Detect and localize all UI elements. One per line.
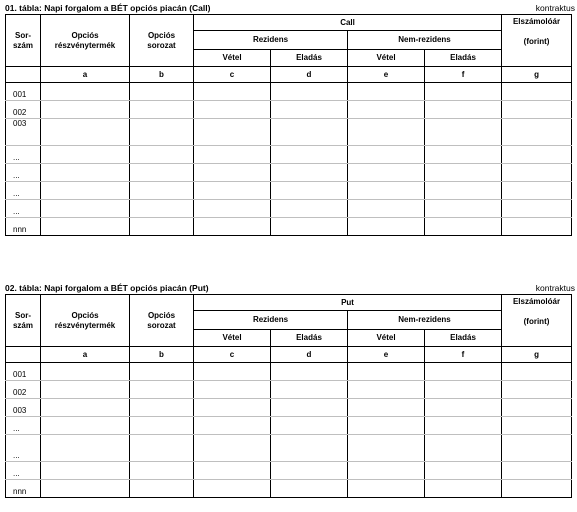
- table-caption: [5, 283, 575, 294]
- header-group: Call: [194, 15, 502, 31]
- table-row: [6, 480, 572, 498]
- letter-cell: g: [502, 347, 572, 363]
- header-group: Put: [194, 295, 502, 311]
- row-code: 002: [6, 101, 41, 119]
- letter-cell: e: [348, 347, 425, 363]
- letter-cell: d: [271, 67, 348, 83]
- letter-cell: c: [194, 347, 271, 363]
- header-nonresident: Nem-rezidens: [348, 311, 502, 330]
- header-row-number: Sor- szám: [6, 295, 41, 347]
- header-nonresident-sell: Eladás: [425, 50, 502, 67]
- unit-label: kontraktus: [535, 3, 575, 13]
- header-settlement: Elszámolóár (forint): [502, 295, 572, 347]
- unit-label: kontraktus: [535, 283, 575, 293]
- letter-cell: b: [130, 67, 194, 83]
- row-code: 001: [6, 83, 41, 101]
- header-nonresident-buy: Vétel: [348, 50, 425, 67]
- header-resident-buy: Vétel: [194, 50, 271, 67]
- row-code: ...: [6, 182, 41, 200]
- table-row: [6, 119, 572, 146]
- table-row: [6, 462, 572, 480]
- table-row: [6, 381, 572, 399]
- table-row: [6, 146, 572, 164]
- table-title: 02. tábla: Napi forgalom a BÉT opciós piacán (Put): [5, 283, 209, 293]
- letter-cell: f: [425, 67, 502, 83]
- put-table: [5, 283, 575, 498]
- row-code: 001: [6, 363, 41, 381]
- header-series: Opciós sorozat: [130, 295, 194, 347]
- call-table: [5, 3, 575, 236]
- letter-cell-blank: [6, 67, 41, 83]
- row-code: 003: [6, 119, 41, 146]
- table-row: [6, 182, 572, 200]
- letter-cell: a: [41, 67, 130, 83]
- row-code: ...: [6, 462, 41, 480]
- row-code: ...: [6, 200, 41, 218]
- table-row: [6, 164, 572, 182]
- letter-cell: g: [502, 67, 572, 83]
- table-row: [6, 83, 572, 101]
- letter-cell: c: [194, 67, 271, 83]
- table-row: [6, 101, 572, 119]
- header-resident-sell: Eladás: [271, 50, 348, 67]
- letter-cell: a: [41, 347, 130, 363]
- letter-cell: b: [130, 347, 194, 363]
- header-product: Opciós részvénytermék: [41, 295, 130, 347]
- header-nonresident-buy: Vétel: [348, 330, 425, 347]
- row-code: nnn: [6, 218, 41, 236]
- header-resident: Rezidens: [194, 311, 348, 330]
- letter-cell: f: [425, 347, 502, 363]
- header-product: Opciós részvénytermék: [41, 15, 130, 67]
- letter-cell: e: [348, 67, 425, 83]
- table-title: 01. tábla: Napi forgalom a BÉT opciós piacán (Call): [5, 3, 211, 13]
- table-row: [6, 399, 572, 417]
- header-resident-sell: Eladás: [271, 330, 348, 347]
- header-row-number: Sor- szám: [6, 15, 41, 67]
- table-caption: [5, 3, 575, 14]
- row-code: 002: [6, 381, 41, 399]
- letter-cell: d: [271, 347, 348, 363]
- row-code: ...: [6, 435, 41, 462]
- row-code: nnn: [6, 480, 41, 498]
- row-code: 003: [6, 399, 41, 417]
- row-code: ...: [6, 417, 41, 435]
- header-series: Opciós sorozat: [130, 15, 194, 67]
- header-resident: Rezidens: [194, 31, 348, 50]
- table-row: [6, 417, 572, 435]
- letter-cell-blank: [6, 347, 41, 363]
- row-code: ...: [6, 164, 41, 182]
- data-grid: [5, 294, 572, 498]
- header-nonresident-sell: Eladás: [425, 330, 502, 347]
- header-settlement: Elszámolóár (forint): [502, 15, 572, 67]
- header-nonresident: Nem-rezidens: [348, 31, 502, 50]
- table-row: [6, 435, 572, 462]
- table-row: [6, 200, 572, 218]
- header-resident-buy: Vétel: [194, 330, 271, 347]
- row-code: ...: [6, 146, 41, 164]
- table-row: [6, 363, 572, 381]
- table-row: [6, 218, 572, 236]
- data-grid: [5, 14, 572, 236]
